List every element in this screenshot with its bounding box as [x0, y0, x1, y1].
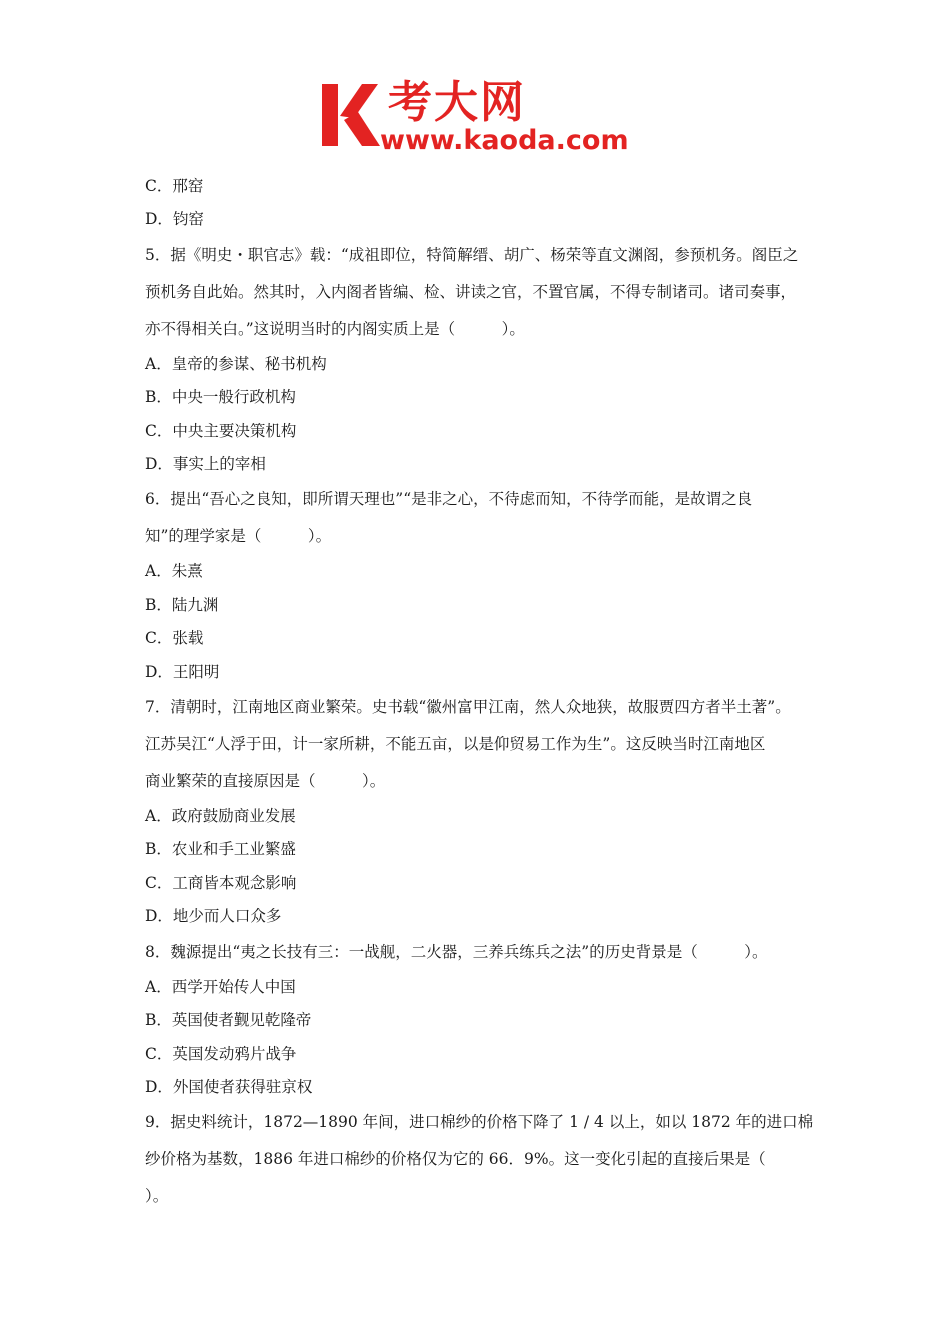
brand-name: 考大网: [388, 77, 526, 128]
answer-option: D．钧窑: [145, 210, 204, 229]
question-line: 6．提出“吾心之良知，即所谓天理也”“是非之心，不待虑而知，不待学而能，是故谓之良: [145, 490, 753, 509]
question-line: 亦不得相关白。”这说明当时的内阁实质上是（ ）。: [145, 319, 525, 338]
brand-url: www.kaoda.com: [380, 125, 629, 156]
question-line: 江苏吴江“人浮于田，计一家所耕，不能五亩，以是仰贸易工作为生”。这反映当时江南地区: [145, 735, 766, 754]
question-line: 7．清朝时，江南地区商业繁荣。史书载“徽州富甲江南，然人众地狭，故服贾四方者半土著”。: [145, 698, 791, 717]
answer-option: A．朱熹: [145, 562, 203, 581]
kaoda-logo: [318, 78, 640, 158]
answer-option: B．中央一般行政机构: [145, 388, 296, 407]
question-line: 纱价格为基数，1886 年进口棉纱的价格仅为它的 66．9%。这一变化引起的直接后果是（: [145, 1150, 766, 1169]
question-line: 5．据《明史・职官志》载：“成祖即位，特简解缙、胡广、杨荣等直文渊阁，参预机务。阁臣之: [145, 245, 799, 264]
question-stem: [145, 689, 815, 800]
answer-option: C．英国发动鸦片战争: [145, 1044, 297, 1063]
answer-option: B．农业和手工业繁盛: [145, 840, 296, 859]
answer-option: D．王阳明: [145, 662, 220, 681]
question-stem: [145, 237, 815, 348]
answer-option: C．中央主要决策机构: [145, 421, 297, 440]
question-line: 8．魏源提出“夷之长技有三：一战舰，二火器，三养兵练兵之法”的历史背景是（ ）。: [145, 942, 768, 961]
answer-option: D．事实上的宰相: [145, 455, 266, 474]
question-line: ）。: [145, 1187, 169, 1206]
document-body: [145, 170, 815, 1215]
question-line: 9．据史料统计，1872—1890 年间，进口棉纱的价格下降了 1 / 4 以上，如以 1872 年的进口棉: [145, 1113, 814, 1132]
answer-option: B．陆九渊: [145, 595, 219, 614]
answer-option: A．西学开始传人中国: [145, 977, 296, 996]
question-stem: [145, 934, 815, 971]
question-stem: [145, 481, 815, 555]
answer-option: B．英国使者觐见乾隆帝: [145, 1011, 312, 1030]
question-stem: [145, 1104, 815, 1215]
answer-option: C．邢窑: [145, 177, 204, 195]
answer-option: A．政府鼓励商业发展: [145, 807, 296, 826]
answer-option: C．工商皆本观念影响: [145, 873, 297, 892]
answer-option: A．皇帝的参谋、秘书机构: [145, 354, 327, 373]
question-line: 知”的理学家是（ ）。: [145, 527, 332, 546]
k-logo-icon: [318, 82, 382, 148]
answer-option: D．地少而人口众多: [145, 907, 282, 926]
question-line: 预机务自此始。然其时，入内阁者皆编、检、讲读之官，不置官属，不得专制诸司。诸司奏事，: [145, 282, 797, 301]
answer-option: C．张载: [145, 629, 204, 648]
question-line: 商业繁荣的直接原因是（ ）。: [145, 772, 386, 791]
answer-option: D．外国使者获得驻京权: [145, 1077, 313, 1096]
